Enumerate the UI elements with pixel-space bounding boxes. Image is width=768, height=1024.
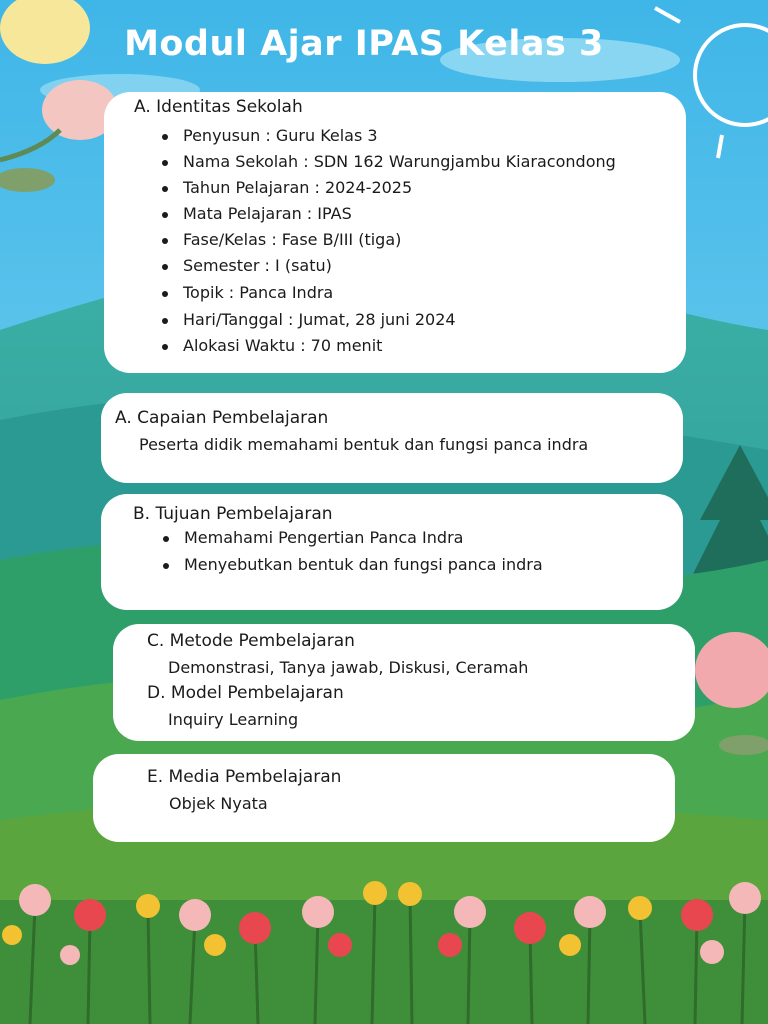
identitas-card (104, 92, 686, 373)
tujuan-item: Menyebutkan bentuk dan fungsi panca indra (184, 555, 543, 574)
media-heading: E. Media Pembelajaran (147, 767, 342, 787)
page-title: Modul Ajar IPAS Kelas 3 (124, 24, 604, 64)
media-card (93, 754, 675, 842)
model-text: Inquiry Learning (168, 710, 299, 729)
identitas-item: Topik : Panca Indra (183, 283, 334, 302)
capaian-card (101, 393, 683, 483)
identitas-item: Penyusun : Guru Kelas 3 (183, 126, 378, 145)
metode-heading: C. Metode Pembelajaran (147, 631, 355, 651)
tujuan-item: Memahami Pengertian Panca Indra (184, 528, 464, 547)
capaian-heading: A. Capaian Pembelajaran (115, 408, 329, 428)
identitas-heading: A. Identitas Sekolah (134, 97, 303, 117)
metode-model-card (113, 624, 695, 741)
identitas-item: Mata Pelajaran : IPAS (183, 204, 352, 223)
identitas-item: Semester : I (satu) (183, 256, 332, 275)
identitas-item: Tahun Pelajaran : 2024-2025 (183, 178, 413, 197)
identitas-item: Alokasi Waktu : 70 menit (183, 336, 383, 355)
capaian-text: Peserta didik memahami bentuk dan fungsi panca indra (139, 435, 589, 454)
tujuan-card (101, 494, 683, 610)
identitas-item: Fase/Kelas : Fase B/III (tiga) (183, 230, 402, 249)
model-heading: D. Model Pembelajaran (147, 683, 344, 703)
identitas-item: Hari/Tanggal : Jumat, 28 juni 2024 (183, 310, 456, 329)
media-text: Objek Nyata (169, 794, 268, 813)
metode-text: Demonstrasi, Tanya jawab, Diskusi, Ceramah (168, 658, 529, 677)
tujuan-heading: B. Tujuan Pembelajaran (133, 504, 333, 524)
identitas-item: Nama Sekolah : SDN 162 Warungjambu Kiaracondong (183, 152, 616, 171)
